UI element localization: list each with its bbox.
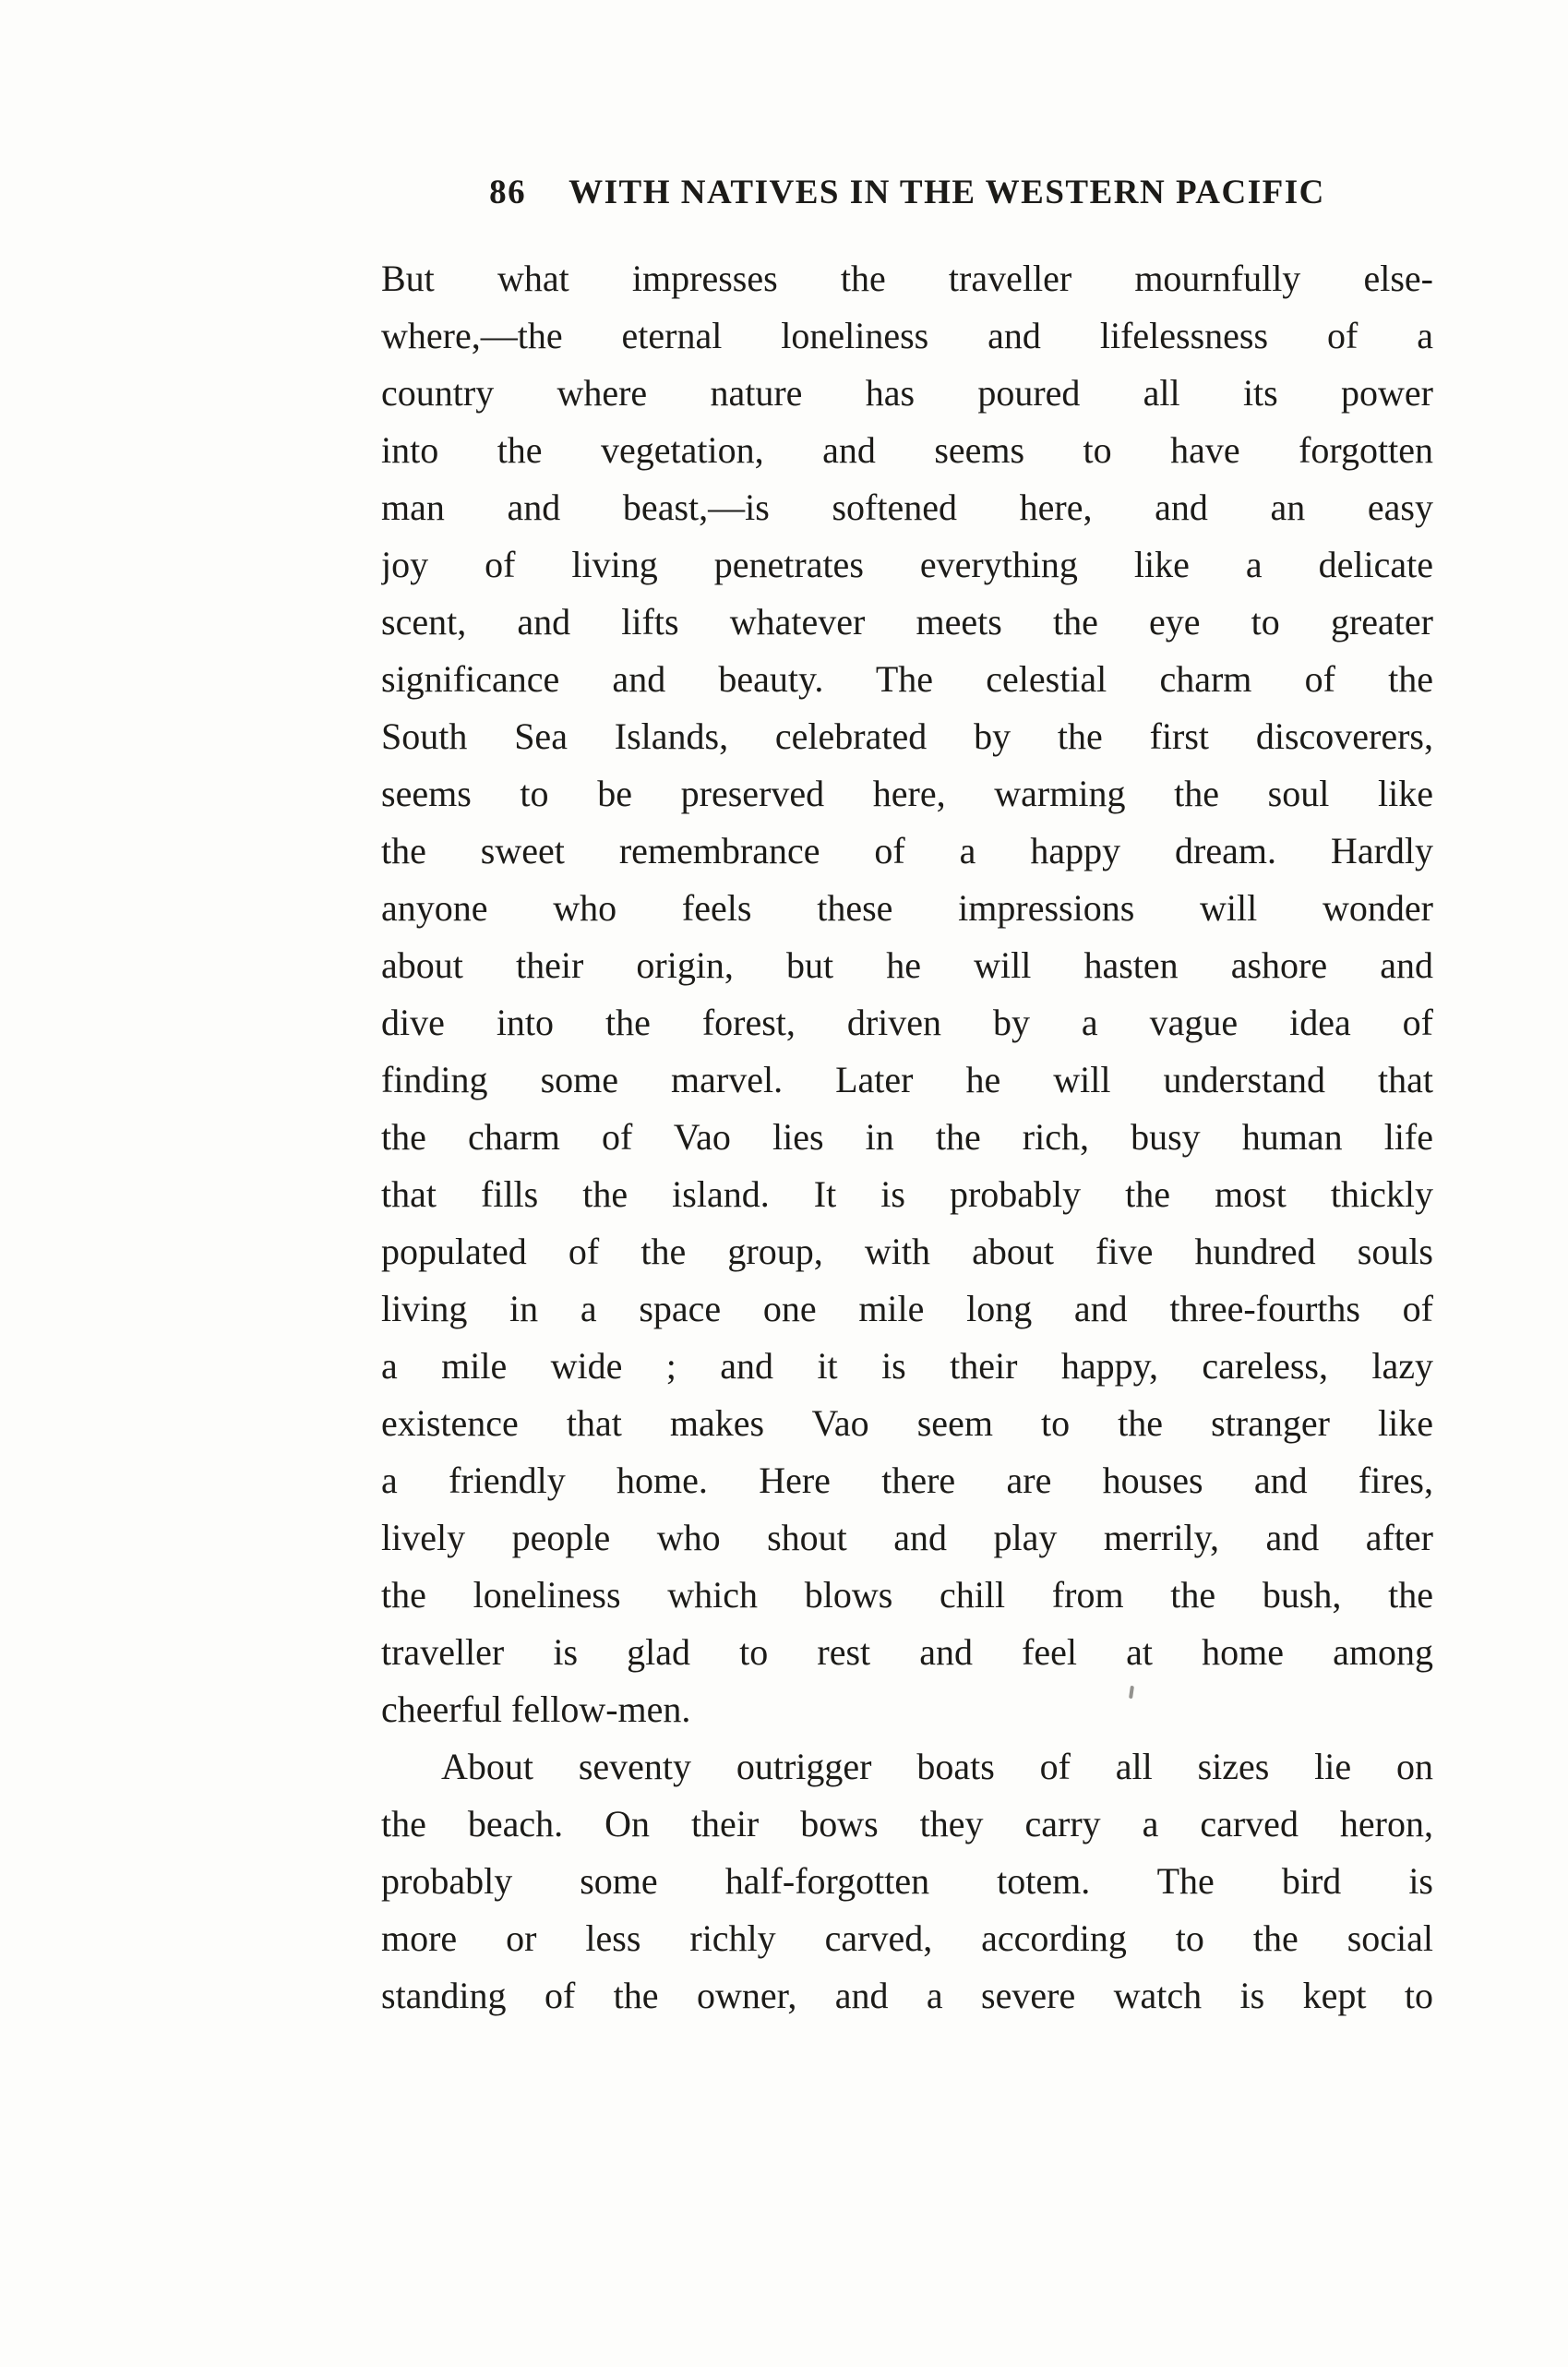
text-line: significance and beauty. The celestial charm of the xyxy=(381,658,1433,700)
paragraph xyxy=(381,250,1433,1738)
text-line: a friendly home. Here there are houses and fires, xyxy=(381,1460,1433,1501)
text-line: country where nature has poured all its power xyxy=(381,372,1433,414)
text-line: the charm of Vao lies in the rich, busy human life xyxy=(381,1116,1433,1158)
text-line: the sweet remembrance of a happy dream. Hardly xyxy=(381,830,1433,871)
text-line: a mile wide ; and it is their happy, careless, lazy xyxy=(381,1345,1433,1387)
text-line: About seventy outrigger boats of all sizes lie on xyxy=(441,1746,1433,1787)
page-number: 86 xyxy=(489,174,527,211)
text-line: scent, and lifts whatever meets the eye to greater xyxy=(381,601,1433,643)
text-line: joy of living penetrates everything like a delicate xyxy=(381,544,1433,585)
text-line: living in a space one mile long and three-fourths of xyxy=(381,1288,1433,1329)
text-line: the beach. On their bows they carry a carved heron, xyxy=(381,1803,1433,1844)
text-line: populated of the group, with about five hundred souls xyxy=(381,1231,1433,1272)
text-line: man and beast,—is softened here, and an easy xyxy=(381,487,1433,528)
text-line: traveller is glad to rest and feel at home among xyxy=(381,1631,1433,1673)
text-line: more or less richly carved, according to the social xyxy=(381,1917,1433,1959)
text-line: cheerful fellow-men. xyxy=(381,1688,691,1730)
text-line: that fills the island. It is probably the most thickly xyxy=(381,1173,1433,1215)
text-line: standing of the owner, and a severe watch is kept to xyxy=(381,1975,1433,2016)
running-header xyxy=(381,171,1433,215)
text-line: lively people who shout and play merrily, and after xyxy=(381,1517,1433,1558)
text-line: the loneliness which blows chill from the bush, the xyxy=(381,1574,1433,1616)
text-line: about their origin, but he will hasten ashore and xyxy=(381,944,1433,986)
text-line: finding some marvel. Later he will understand that xyxy=(381,1059,1433,1100)
text-block xyxy=(381,171,1433,2025)
text-line: But what impresses the traveller mournfully else- xyxy=(381,258,1433,299)
text-line: South Sea Islands, celebrated by the first discoverers, xyxy=(381,715,1433,757)
header-title: WITH NATIVES IN THE WESTERN PACIFIC xyxy=(569,174,1325,211)
text-line: anyone who feels these impressions will wonder xyxy=(381,887,1433,929)
text-line: dive into the forest, driven by a vague idea of xyxy=(381,1002,1433,1043)
text-line: existence that makes Vao seem to the stranger like xyxy=(381,1402,1433,1444)
text-line: where,—the eternal loneliness and lifelessness of a xyxy=(381,315,1433,356)
text-line: probably some half-forgotten totem. The bird is xyxy=(381,1860,1433,1902)
text-line: into the vegetation, and seems to have forgotten xyxy=(381,429,1433,471)
text-line: seems to be preserved here, warming the soul like xyxy=(381,773,1433,814)
paragraph xyxy=(381,1738,1433,2025)
page-body xyxy=(381,250,1433,2025)
